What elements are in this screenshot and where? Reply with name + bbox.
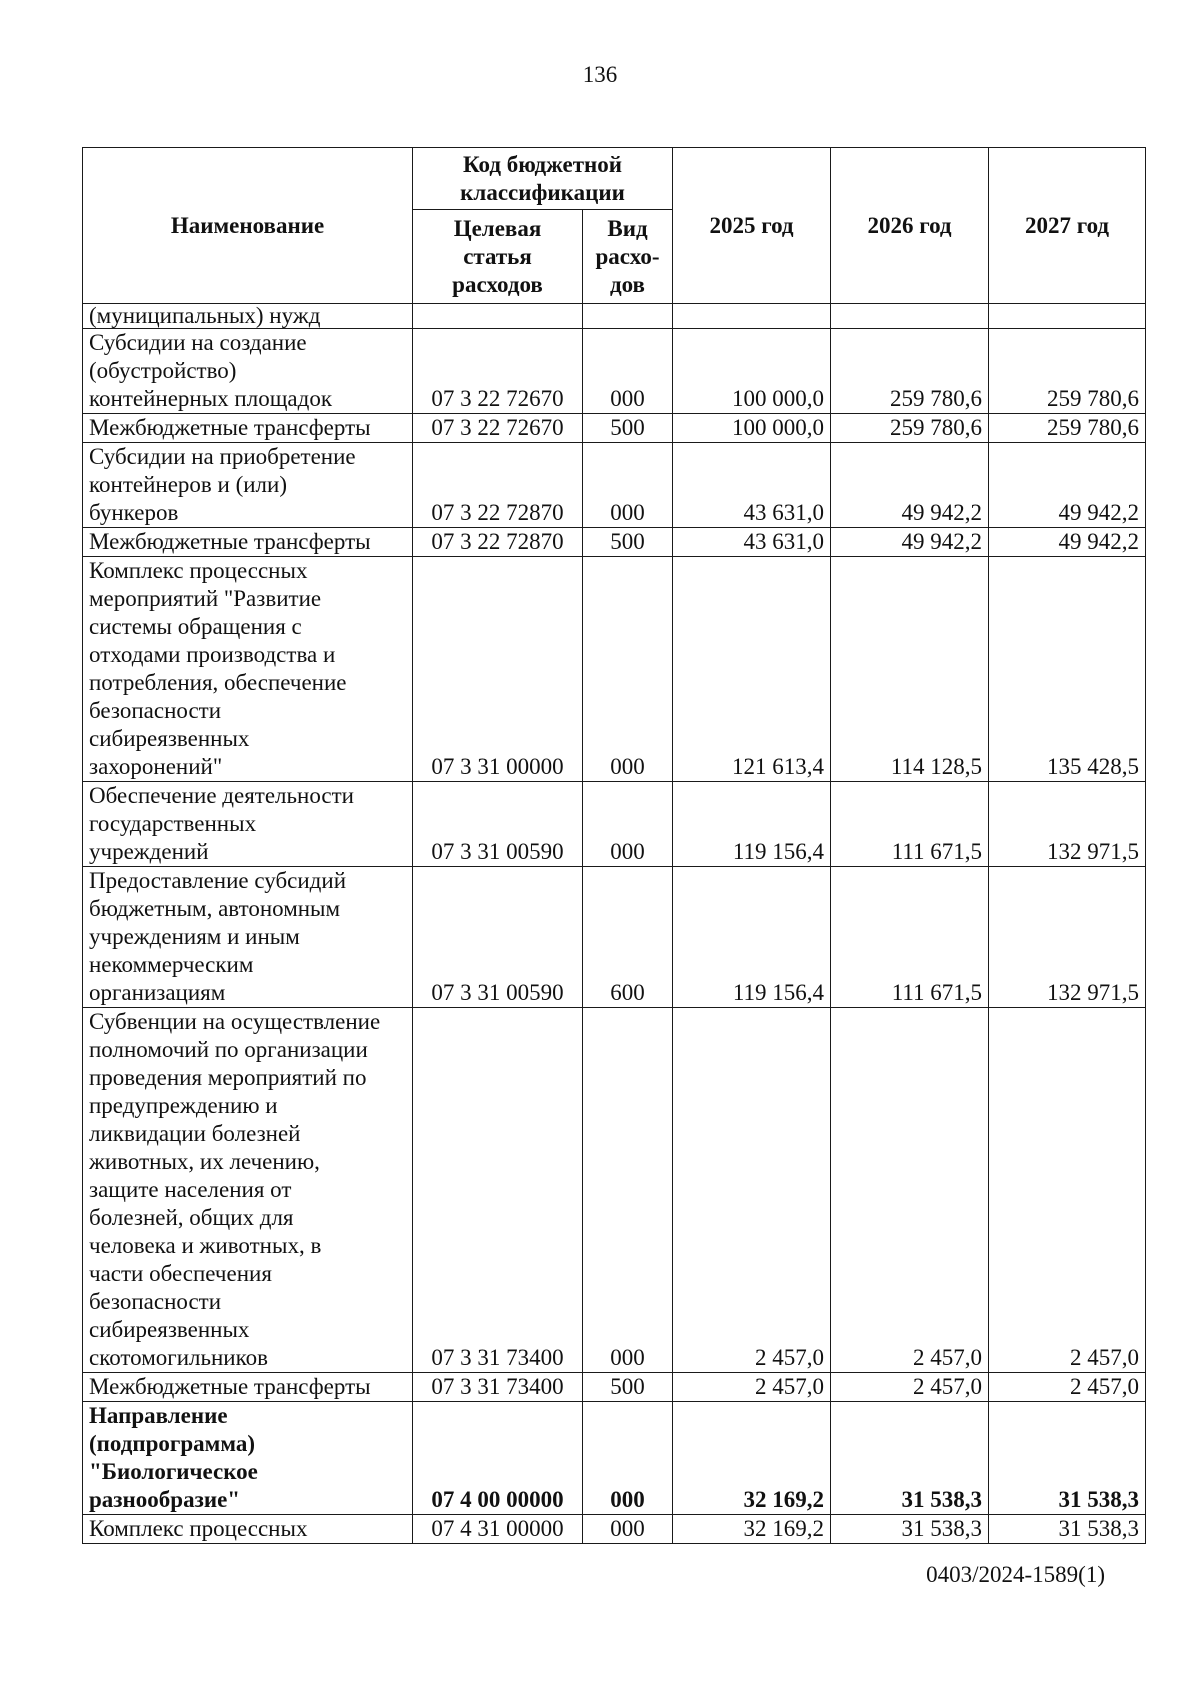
row-target-article: 07 3 22 72870 bbox=[413, 443, 583, 528]
row-value-2027: 259 780,6 bbox=[989, 414, 1146, 443]
table-row bbox=[83, 528, 1146, 557]
row-name: Межбюджетные трансферты bbox=[83, 414, 413, 443]
table-header bbox=[83, 148, 1146, 304]
table-row bbox=[83, 867, 1146, 1008]
row-expense-type: 000 bbox=[583, 1008, 673, 1373]
header-target-article: Целевая статья расходов bbox=[413, 210, 583, 304]
row-name: Обеспечение деятельности государственных учреждений bbox=[83, 782, 413, 867]
row-target-article: 07 3 31 00000 bbox=[413, 557, 583, 782]
row-name: Субвенции на осуществление полномочий по организации проведения мероприятий по предупреждению и ликвидации болезней животных, их лечению, защите населения от болезней, общих для человека и животных, в части обеспечения безопасности сибиреязвенных скотомогильников bbox=[83, 1008, 413, 1373]
row-name: Субсидии на приобретение контейнеров и (или) бункеров bbox=[83, 443, 413, 528]
row-value-2026: 49 942,2 bbox=[831, 443, 989, 528]
row-value-2027: 31 538,3 bbox=[989, 1515, 1146, 1544]
header-year-2025: 2025 год bbox=[673, 148, 831, 304]
row-value-2026: 2 457,0 bbox=[831, 1373, 989, 1402]
header-kbk-group: Код бюджетной классификации bbox=[413, 148, 673, 210]
row-expense-type: 000 bbox=[583, 329, 673, 414]
row-name: Комплекс процессных bbox=[83, 1515, 413, 1544]
row-value-2027: 132 971,5 bbox=[989, 867, 1146, 1008]
row-value-2025: 43 631,0 bbox=[673, 443, 831, 528]
table-row bbox=[83, 1373, 1146, 1402]
row-target-article: 07 3 31 73400 bbox=[413, 1373, 583, 1402]
row-target-article: 07 3 22 72870 bbox=[413, 528, 583, 557]
row-target-article: 07 3 31 00590 bbox=[413, 867, 583, 1008]
row-value-2025: 43 631,0 bbox=[673, 528, 831, 557]
table-row bbox=[83, 443, 1146, 528]
header-name: Наименование bbox=[83, 148, 413, 304]
row-value-2025: 119 156,4 bbox=[673, 782, 831, 867]
row-name: Комплекс процессных мероприятий "Развитие системы обращения с отходами производства и потребления, обеспечение безопасности сибиреязвенных захоронений" bbox=[83, 557, 413, 782]
row-name: Межбюджетные трансферты bbox=[83, 528, 413, 557]
table-body bbox=[83, 304, 1146, 1544]
row-value-2027: 132 971,5 bbox=[989, 782, 1146, 867]
row-name: Направление (подпрограмма) "Биологическое разнообразие" bbox=[83, 1402, 413, 1515]
row-value-2026: 31 538,3 bbox=[831, 1402, 989, 1515]
row-value-2027: 259 780,6 bbox=[989, 329, 1146, 414]
row-value-2025: 119 156,4 bbox=[673, 867, 831, 1008]
row-target-article: 07 3 31 00590 bbox=[413, 782, 583, 867]
document-number: 0403/2024-1589(1) bbox=[926, 1562, 1105, 1587]
row-value-2026: 31 538,3 bbox=[831, 1515, 989, 1544]
row-expense-type: 000 bbox=[583, 1515, 673, 1544]
row-value-2025: 100 000,0 bbox=[673, 414, 831, 443]
table-row bbox=[83, 1402, 1146, 1515]
row-expense-type bbox=[583, 304, 673, 329]
row-target-article: 07 4 00 00000 bbox=[413, 1402, 583, 1515]
row-value-2026 bbox=[831, 304, 989, 329]
table-row bbox=[83, 329, 1146, 414]
table-row bbox=[83, 304, 1146, 329]
row-value-2027: 49 942,2 bbox=[989, 443, 1146, 528]
row-value-2027: 31 538,3 bbox=[989, 1402, 1146, 1515]
row-expense-type: 000 bbox=[583, 1402, 673, 1515]
row-value-2026: 259 780,6 bbox=[831, 414, 989, 443]
row-value-2026: 2 457,0 bbox=[831, 1008, 989, 1373]
row-target-article bbox=[413, 304, 583, 329]
row-value-2025: 32 169,2 bbox=[673, 1515, 831, 1544]
row-value-2026: 111 671,5 bbox=[831, 867, 989, 1008]
table-row bbox=[83, 1008, 1146, 1373]
row-value-2027: 2 457,0 bbox=[989, 1008, 1146, 1373]
row-value-2026: 259 780,6 bbox=[831, 329, 989, 414]
row-value-2026: 114 128,5 bbox=[831, 557, 989, 782]
row-expense-type: 500 bbox=[583, 528, 673, 557]
table-row bbox=[83, 782, 1146, 867]
page-number: 136 bbox=[582, 62, 618, 87]
header-expense-type: Вид расхо- дов bbox=[583, 210, 673, 304]
row-value-2025: 2 457,0 bbox=[673, 1008, 831, 1373]
table-row bbox=[83, 557, 1146, 782]
row-name: Межбюджетные трансферты bbox=[83, 1373, 413, 1402]
row-expense-type: 000 bbox=[583, 782, 673, 867]
row-target-article: 07 3 22 72670 bbox=[413, 329, 583, 414]
row-value-2025: 32 169,2 bbox=[673, 1402, 831, 1515]
row-name: Предоставление субсидий бюджетным, автономным учреждениям и иным некоммерческим организациям bbox=[83, 867, 413, 1008]
budget-table bbox=[82, 147, 1146, 1544]
row-expense-type: 600 bbox=[583, 867, 673, 1008]
row-expense-type: 000 bbox=[583, 557, 673, 782]
row-value-2025 bbox=[673, 304, 831, 329]
row-name: Субсидии на создание (обустройство) контейнерных площадок bbox=[83, 329, 413, 414]
row-expense-type: 000 bbox=[583, 443, 673, 528]
row-value-2026: 111 671,5 bbox=[831, 782, 989, 867]
header-year-2026: 2026 год bbox=[831, 148, 989, 304]
row-value-2025: 121 613,4 bbox=[673, 557, 831, 782]
table-row bbox=[83, 1515, 1146, 1544]
row-target-article: 07 4 31 00000 bbox=[413, 1515, 583, 1544]
row-value-2027: 49 942,2 bbox=[989, 528, 1146, 557]
row-name: (муниципальных) нужд bbox=[83, 304, 413, 329]
row-value-2027 bbox=[989, 304, 1146, 329]
row-value-2027: 135 428,5 bbox=[989, 557, 1146, 782]
row-target-article: 07 3 31 73400 bbox=[413, 1008, 583, 1373]
row-target-article: 07 3 22 72670 bbox=[413, 414, 583, 443]
row-value-2027: 2 457,0 bbox=[989, 1373, 1146, 1402]
table-row bbox=[83, 414, 1146, 443]
header-year-2027: 2027 год bbox=[989, 148, 1146, 304]
row-expense-type: 500 bbox=[583, 1373, 673, 1402]
row-expense-type: 500 bbox=[583, 414, 673, 443]
row-value-2026: 49 942,2 bbox=[831, 528, 989, 557]
row-value-2025: 100 000,0 bbox=[673, 329, 831, 414]
row-value-2025: 2 457,0 bbox=[673, 1373, 831, 1402]
